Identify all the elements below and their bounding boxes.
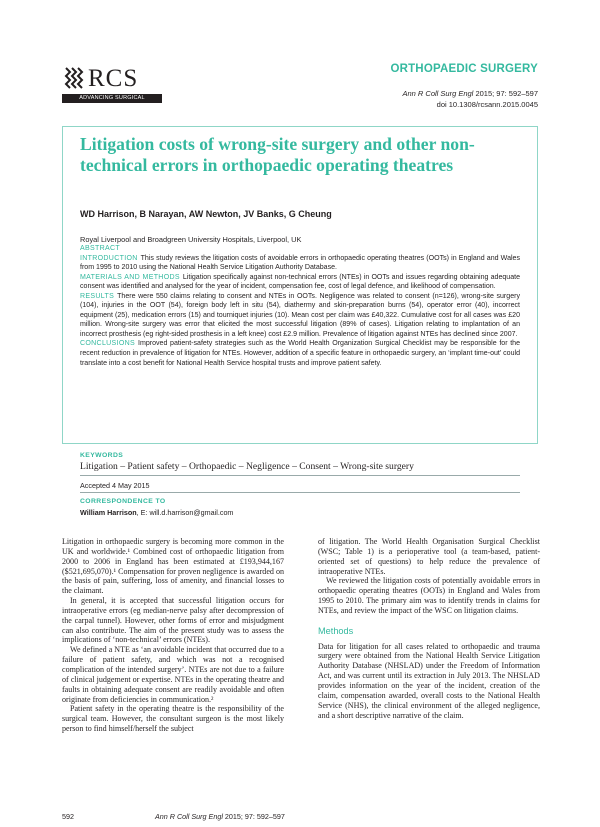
results-text: There were 550 claims relating to consent and NTEs in OOTs. Negligence was related to consent (n=126), wrong-site surgery (104), injuries in the OOT (54), foreign body left in situ (54), diathermy and skin-preparation burns (54), operator error (40), incorrect equipment (25), medication errors (15) and tourniquet injuries (10). Mean cost per claim was £40,322. Cumulative cost for all cases was £20 million. Wrong-site surgery was error that elicited the most successful litigation (89% of cases). Litigation relating to implantation of an incorrect prosthesis (eg right-sided prosthesis in a left knee) cost £2.9 million. Prevalence of litigation against NTEs has declined since 2007. [80, 292, 520, 338]
authors: WD Harrison, B Narayan, AW Newton, JV Banks, G Cheung [80, 209, 332, 219]
correspondence-heading: CORRESPONDENCE TO [80, 498, 166, 505]
body-paragraph: In general, it is accepted that successful litigation occurs for intraoperative errors (eg median-nerve palsy after decompression of the carpal tunnel). However, other forms of error and misjudgment can also contribute. The aim of the present study was to assess the implications of ‘non-technical’ errors (NTEs). [62, 596, 284, 645]
keywords-heading: KEYWORDS [80, 452, 124, 459]
methods-heading: Methods [318, 625, 354, 636]
correspondence-name: William Harrison [80, 508, 137, 517]
logo-tagline: ADVANCING SURGICAL STANDARDS [62, 94, 162, 103]
citation-volume: 2015; 97: 592–597 [475, 89, 538, 98]
divider [80, 492, 520, 493]
rcs-crest-icon [62, 66, 86, 90]
correspondence [80, 508, 233, 517]
page-number: 592 [62, 812, 74, 821]
footer-citation [155, 812, 285, 821]
abstract [80, 244, 520, 368]
footer-journal: Ann R Coll Surg Engl [155, 812, 223, 821]
body-right-column [318, 537, 540, 720]
body-left-column [62, 537, 284, 734]
results-label: RESULTS [80, 292, 115, 300]
divider [80, 475, 520, 476]
affiliation: Royal Liverpool and Broadgreen University Hospitals, Liverpool, UK [80, 235, 302, 244]
rcs-logo [62, 60, 162, 108]
body-paragraph: We defined a NTE as ‘an avoidable incident that occurred due to a failure of patient safety, and which was not a recognised complication of the intended surgery’. NTEs are not due to a failure of clinical judgement or expertise. NTEs in the operating theatre and faults in obtaining adequate consent are readily avoidable and often originate from deficiencies in communication.² [62, 645, 284, 704]
correspondence-email[interactable]: , E: will.d.harrison@gmail.com [136, 508, 234, 517]
intro-text: This study reviews the litigation costs of avoidable errors in orthopaedic operating theatres (OOTs) in England and Wales from 1995 to 2010 using the National Health Service Litigation Authority Database. [80, 254, 520, 272]
conclusions-text: Improved patient-safety strategies such as the World Health Organization Surgical Checklist may be responsible for the recent reduction in prevalence of litigation for NTEs. However, addition of a specific feature in orthopaedic surgery, an ‘implant time-out’ could translate into a cost benefit for National Health Service hospital trusts and improve patient safety. [80, 340, 520, 367]
body-paragraph: Data for litigation for all cases related to orthopaedic and trauma surgery were obtained from the National Health Service Litigation Authority Database (NHSLAD) under the Freedom of Information Act, and was current until its extraction in July 2013. The NHSLAD provides information on the year of the incident, creation of the claim, compensation awarded, overall costs to the National Health Service (NHS), the clinical environment of the alleged negligence, and a short descriptive narrative of the claim. [318, 641, 540, 720]
footer-volume: 2015; 97: 592–597 [224, 812, 285, 821]
abstract-heading: ABSTRACT [80, 245, 120, 252]
methods-text: Litigation specifically against non-technical errors (NTEs) in OOTs and issues regarding obtaining adequate consent was identified and analysed for the year of incident, compensation fee, cost of legal defence, and likelihood of compensation. [80, 273, 521, 291]
keywords: Litigation – Patient safety – Orthopaedic – Negligence – Consent – Wrong-site surgery [80, 461, 414, 472]
intro-label: INTRODUCTION [80, 254, 138, 262]
accepted-date: Accepted 4 May 2015 [80, 481, 150, 490]
body-paragraph: We reviewed the litigation costs of potentially avoidable errors in orthopaedic operating theatres (OOTs) in England and Wales from 1995 to 2010. The primary aim was to identify trends in claims for NTEs, and review the impact of the WSC on litigation claims. [318, 576, 540, 615]
citation [402, 88, 538, 110]
conclusions-label: CONCLUSIONS [80, 340, 135, 348]
body-paragraph: Litigation in orthopaedic surgery is becoming more common in the UK and worldwide.¹ Combined cost of orthopaedic litigation from 2000 to 2006 in England has been estimated at £193,944,167 ($521,695,070).¹ Compensation for proven negligence is awarded on the basis of pain, suffering, loss of amenity, and financial losses to the claimant. [62, 537, 284, 596]
methods-label: MATERIALS AND METHODS [80, 273, 180, 281]
doi: doi 10.1308/rcsann.2015.0045 [436, 100, 538, 109]
body-paragraph: Patient safety in the operating theatre is the responsibility of the surgical team. However, the consultant surgeon is the most likely person to find himself/herself the subject [62, 704, 284, 734]
section-label: ORTHOPAEDIC SURGERY [390, 63, 538, 75]
logo-text: RCS [88, 65, 139, 92]
article-title: Litigation costs of wrong-site surgery and other non-technical errors in orthopaedic operating theatres [80, 134, 475, 175]
body-paragraph: of litigation. The World Health Organisation Surgical Checklist (WSC; Table 1) is a perioperative tool (a team-based, patient-oriented set of questions) to help reduce the prevalence of intraoperative NTEs. [318, 537, 540, 576]
citation-journal: Ann R Coll Surg Engl [402, 89, 474, 98]
